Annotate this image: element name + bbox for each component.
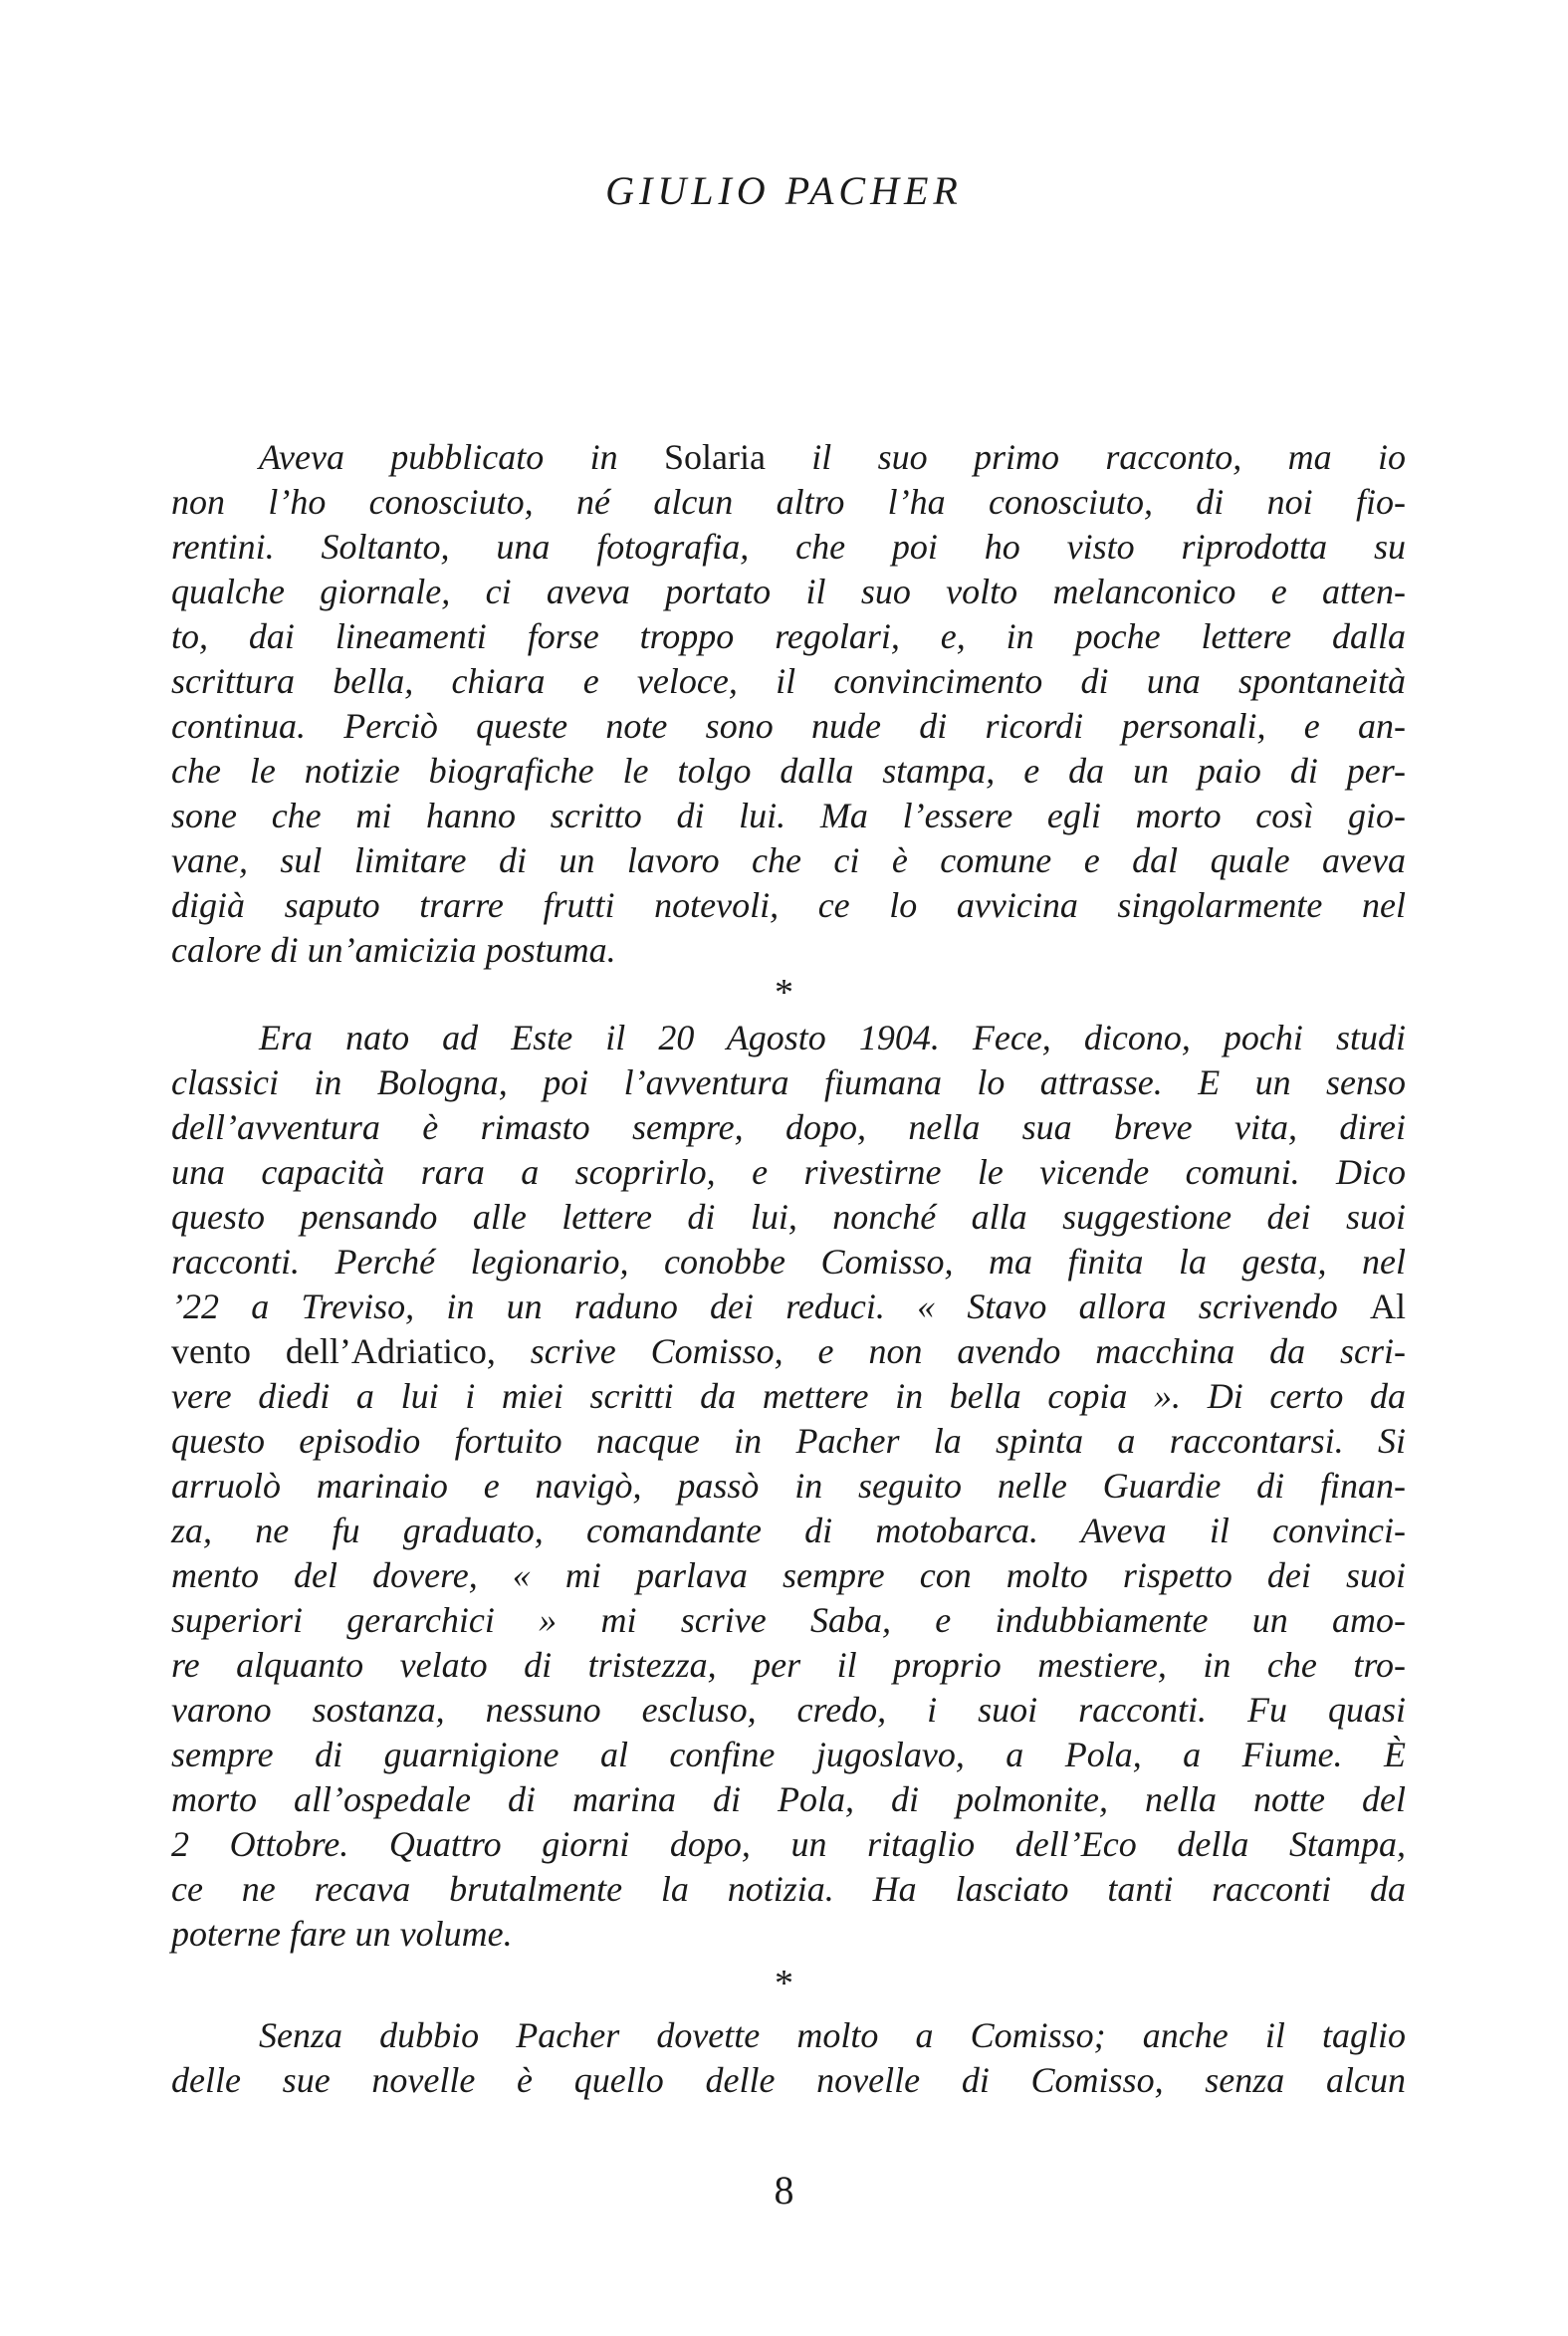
text-line: calore di un’amicizia postuma. xyxy=(171,930,616,970)
text-line: sone che mi hanno scritto di lui. Ma l’essere egli morto così gio- xyxy=(171,796,1406,835)
text-line: continua. Perciò queste note sono nude di ricordi personali, e an- xyxy=(171,706,1406,746)
text-line: non l’ho conosciuto, né alcun altro l’ha conosciuto, di noi fio- xyxy=(171,482,1406,522)
text-line: vane, sul limitare di un lavoro che ci è comune e dal quale aveva xyxy=(171,840,1406,880)
text-line: ’22 a Treviso, in un raduno dei reduci. « Stavo allora scrivendo Al xyxy=(171,1286,1406,1326)
text-line: arruolò marinaio e navigò, passò in seguito nelle Guardie di finan- xyxy=(171,1466,1406,1506)
text-line: vento dell’Adriatico, scrive Comisso, e non avendo macchina da scri- xyxy=(171,1331,1407,1371)
text-line: superiori gerarchici » mi scrive Saba, e indubbiamente un amo- xyxy=(171,1600,1406,1640)
text-line: re alquanto velato di tristezza, per il proprio mestiere, in che tro- xyxy=(171,1645,1406,1685)
text-line: rentini. Soltanto, una fotografia, che poi ho visto riprodotta su xyxy=(171,527,1406,567)
journal-title: Solaria xyxy=(663,437,766,477)
text-line: una capacità rara a scoprirlo, e rivestirne le vicende comuni. Dico xyxy=(171,1152,1406,1192)
text-line: to, dai lineamenti forse troppo regolari, e, in poche lettere dalla xyxy=(171,616,1406,656)
text-line: digià saputo trarre frutti notevoli, ce lo avvicina singolarmente nel xyxy=(171,885,1406,925)
paragraph-intro xyxy=(171,435,1406,973)
text-line: mento del dovere, « mi parlava sempre con molto rispetto dei suoi xyxy=(171,1555,1406,1595)
text-line: che le notizie biografiche le tolgo dalla stampa, e da un paio di per- xyxy=(171,751,1406,791)
text-line: 2 Ottobre. Quattro giorni dopo, un ritaglio dell’Eco della Stampa, xyxy=(171,1824,1406,1864)
text-line: Aveva pubblicato in Solaria il suo primo racconto, ma io xyxy=(259,437,1406,477)
text-line: classici in Bologna, poi l’avventura fiumana lo attrasse. E un senso xyxy=(171,1062,1406,1102)
text-line: varono sostanza, nessuno escluso, credo, i suoi racconti. Fu quasi xyxy=(171,1690,1406,1730)
text-line: morto all’ospedale di marina di Pola, di polmonite, nella notte del xyxy=(171,1779,1406,1819)
text-line: poterne fare un volume. xyxy=(171,1914,513,1954)
page-number: 8 xyxy=(774,2168,794,2213)
paragraph-influence xyxy=(171,2013,1406,2103)
section-separator: * xyxy=(775,1963,793,2004)
text-line: racconti. Perché legionario, conobbe Comisso, ma finita la gesta, nel xyxy=(171,1242,1406,1282)
text-line: questo episodio fortuito nacque in Pacher la spinta a raccontarsi. Si xyxy=(171,1421,1406,1461)
text-line: vere diedi a lui i miei scritti da mettere in bella copia ». Di certo da xyxy=(171,1376,1406,1416)
text-line: Senza dubbio Pacher dovette molto a Comisso; anche il taglio xyxy=(259,2015,1406,2055)
text-line: delle sue novelle è quello delle novelle di Comisso, senza alcun xyxy=(171,2060,1406,2100)
section-separator: * xyxy=(775,972,793,1014)
book-title-part: vento dell’Adriatico, xyxy=(171,1331,496,1371)
text-line: ce ne recava brutalmente la notizia. Ha lasciato tanti racconti da xyxy=(171,1869,1406,1909)
paragraph-biography xyxy=(171,1016,1406,1957)
text-line: Era nato ad Este il 20 Agosto 1904. Fece, dicono, pochi studi xyxy=(259,1018,1406,1057)
book-title-part: Al xyxy=(1370,1286,1406,1326)
text-line: dell’avventura è rimasto sempre, dopo, nella sua breve vita, direi xyxy=(171,1107,1406,1147)
text-line: questo pensando alle lettere di lui, nonché alla suggestione dei suoi xyxy=(171,1197,1406,1237)
text-line: scrittura bella, chiara e veloce, il convincimento di una spontaneità xyxy=(171,661,1406,701)
text-line: za, ne fu graduato, comandante di motobarca. Aveva il convinci- xyxy=(171,1511,1406,1550)
page-title: GIULIO PACHER xyxy=(605,168,963,213)
text-line: qualche giornale, ci aveva portato il suo volto melanconico e atten- xyxy=(171,572,1406,611)
text-line: sempre di guarnigione al confine jugoslavo, a Pola, a Fiume. È xyxy=(171,1735,1406,1774)
